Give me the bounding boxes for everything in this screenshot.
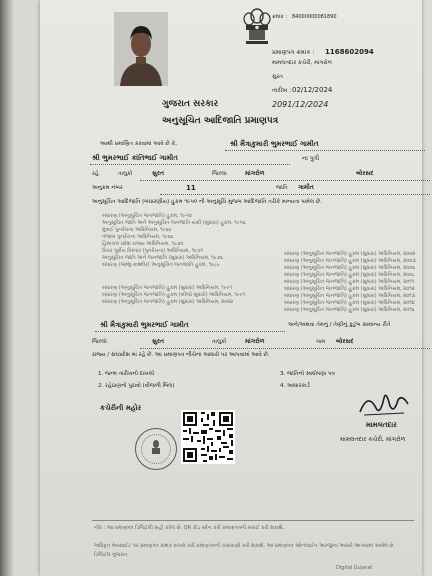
order-item: બંધારણ (અનુસૂચિત જનજાતિ) હુકમ (સુધારા) અધિનિયમ, ૨૦૧૨ bbox=[284, 286, 415, 292]
res-district-value: સુરત bbox=[152, 338, 164, 345]
qr-code[interactable] bbox=[181, 410, 235, 464]
order-item: બંધારણ (અનુસૂચિત જનજાતિ) હુકમ (સુધારા) અધિનિયમ, ૨૦૦૨ bbox=[284, 251, 416, 257]
cert-no-value: 1168602094 bbox=[325, 48, 374, 56]
caste-value: ગામીત bbox=[298, 184, 314, 191]
doc-item-3: 3. જાતિનો સ્વઘોષણા પત્ર bbox=[280, 371, 335, 377]
doc-item-4: 4. આધારકાર્ડ bbox=[280, 383, 310, 389]
order-item: બંધારણ (અનુસૂચિત જનજાતિ) હુકમ (સુધારા) અધિનિયમ, ૨૦૦૩ bbox=[284, 258, 416, 264]
certificate-sheet bbox=[40, 0, 422, 576]
serial-label: ક્રમાંક : bbox=[272, 14, 288, 20]
applicant-photo bbox=[114, 12, 168, 86]
entry-number: 11 bbox=[186, 184, 196, 192]
residence-name: શ્રી મૈત્રાકુમારી ભુમરભાઈ ગામીત bbox=[100, 321, 189, 329]
handwritten-date: 2091/12/2024 bbox=[272, 100, 329, 109]
order-item: બંધારણ (અનુસૂચિત જનજાતિ) હુકમ (સુધારા) અધિનિયમ, ૧૯૯૧ bbox=[102, 285, 233, 291]
order-item: બંધારણ (અનુસૂચિત જનજાતિ) હુકમ (બીજો સુધારો) અધિનિયમ, ૧૯૯૧ bbox=[102, 292, 246, 298]
taluka-label: તાલુકો bbox=[118, 171, 133, 177]
district-value: માંગરોળ bbox=[245, 170, 265, 177]
caste-label: જાતિ bbox=[276, 185, 288, 191]
footer-divider bbox=[92, 520, 414, 521]
government-title: ગુજરાત સરકાર bbox=[162, 99, 219, 109]
state-emblem bbox=[240, 6, 274, 48]
order-item: બંધારણ (અનુસૂચિત જનજાતિ) હુકમ (સુધારા) અધિનિયમ, ૨૦૦૮ bbox=[284, 272, 415, 278]
res-village-label: ગામ bbox=[316, 339, 326, 345]
date-value: 02/12/2024 bbox=[292, 86, 333, 94]
order-item: અનુસૂચિત જાતિ અને અનુસૂચિત જનજાતિ યાદી (સુધારા) હુકમ, ૧૯૫૬ bbox=[102, 220, 246, 226]
footer-brand: Digital Gujarat bbox=[336, 565, 373, 571]
order-item: ઉત્તર પૂર્વીય વિસ્તાર (પુનર્રચના) અધિનિયમ, ૧૯૭૧ bbox=[102, 248, 204, 254]
village-value: બોરસદ bbox=[356, 170, 374, 177]
certificate-title: અનુસૂચિત આદિજાતિ પ્રમાણપત્ર bbox=[162, 116, 279, 126]
order-item: પંજાબ પુનર્રચના અધિનિયમ, ૧૯૬૬ bbox=[102, 234, 174, 240]
order-item: બંધારણ (અનુસૂચિત જનજાતિ) હુકમ (સુધારા) અધિનિયમ, ૨૦૨૨ bbox=[102, 299, 234, 305]
order-item: બંધારણ (અનુસૂચિત જનજાતિ) હુકમ (સુધારા) અધિનિયમ, ૨૦૧૧ bbox=[284, 279, 415, 285]
note-1: નોંધ : આ પ્રમાણપત્ર ડિજિટલી સહી કરેલ છે. QR કોડ સ્કેન કરી પ્રમાણપત્રની ખરાઈ કરી શકાશે. bbox=[94, 525, 285, 531]
date-label: તારીખ : bbox=[272, 87, 292, 94]
res-village-value: બોરસદ bbox=[336, 338, 354, 345]
signature-mark bbox=[358, 388, 410, 422]
caste-paragraph: અનુસૂચિત આદિજાતિ (બંધારણીય) હુકમ ૧૯૫૦ ની અનુસૂચિ મુજબ આદિજાતિ તરીકે માન્યતા પામેલ છે. bbox=[92, 199, 322, 205]
office-line: મામલતદાર કચેરી, માંગરોળ bbox=[272, 60, 332, 66]
district-label: જિલ્લા bbox=[212, 171, 227, 177]
taluka-value: સુરત bbox=[152, 170, 164, 177]
order-item: અનુસૂચિત જાતિ અને જનજાતિ (સુધારા) અધિનિયમ, ૧૯૭૬ bbox=[102, 255, 223, 261]
order-item: બંધારણ (જમ્મુ-કાશ્મીર) અનુસૂચિત જનજાતિ હુકમ, ૧૯૮૯ bbox=[102, 262, 220, 268]
order-item: હિમાચલ પ્રદેશ રાજ્ય અધિનિયમ, ૧૯૭૦ bbox=[102, 241, 184, 247]
order-item: મુંબઈ પુનર્રચના અધિનિયમ, ૧૯૬૦ bbox=[102, 227, 172, 233]
serial-value: 84000000081890 bbox=[292, 14, 337, 20]
res-district-label: જિલ્લો bbox=[92, 339, 107, 345]
father-name: શ્રી ભુમરભાઈ કાંતિભાઈ ગામીત bbox=[92, 154, 178, 162]
residence-line: રાજ્ય / સંઘપ્રદેશ માં રહે છે. આ પ્રમાણપત્ર નીચેના આધારો પર આપવામાં આવે છે. bbox=[92, 352, 270, 358]
doc-item-2: 2. રહેઠાણનો પુરાવો (વીજળી બિલ) bbox=[98, 383, 175, 389]
order-item: બંધારણ (અનુસૂચિત જનજાતિ) હુકમ (સુધારા) અધિનિયમ, ૨૦૦૬ bbox=[284, 265, 416, 271]
entry-label: અનુક્રમ નંબર bbox=[92, 185, 123, 191]
residence-right-text: અને/અથવા તેમનું / તેણીનું કુટુંબ સામાન્ય રીતે bbox=[288, 322, 391, 328]
res-taluka-value: માંગરોળ bbox=[245, 338, 265, 345]
cert-no-label: પ્રમાણપત્ર ક્રમાંક : bbox=[272, 49, 315, 56]
note-3: ડિજિટલ ગુજરાત bbox=[94, 552, 128, 558]
order-item: બંધારણ (અનુસૂચિત જનજાતિ) હુકમ, ૧૯૫૦ bbox=[102, 213, 192, 219]
order-item: બંધારણ (અનુસૂચિત જનજાતિ) હુકમ (સુધારા) અધિનિયમ, ૨૦૧૪ bbox=[284, 300, 415, 306]
signatory-title: મામલતદાર bbox=[366, 421, 397, 429]
emblem-seal-icon bbox=[150, 440, 162, 460]
office-seal-label: કચેરીની મહોર bbox=[100, 404, 142, 412]
order-item: બંધારણ (અનુસૂચિત જનજાતિ) હુકમ (સુધારા) અધિનિયમ, ૨૦૧૬ bbox=[284, 307, 415, 313]
village-label: રહે. bbox=[92, 171, 101, 177]
relation-text: ના પુત્રી bbox=[302, 155, 320, 162]
signatory-office: મામલતદાર કચેરી, માંગરોળ bbox=[340, 436, 406, 443]
applicant-name: શ્રી મૈત્રાકુમારી ભુમરભાઈ ગામીત bbox=[230, 140, 319, 148]
district-line: સુરત bbox=[272, 74, 283, 80]
doc-item-1: 1. જન્મ તારીખનો દાખલો bbox=[98, 371, 155, 377]
intro-text: આથી પ્રમાણિત કરવામાં આવે છે કે, bbox=[100, 141, 178, 147]
order-item: બંધારણ (અનુસૂચિત જનજાતિ) હુકમ (સુધારા) અધિનિયમ, ૨૦૧૩ bbox=[284, 293, 416, 299]
res-taluka-label: તાલુકો bbox=[212, 339, 227, 345]
note-2: અધિકૃત વેબસાઈટ પર પ્રમાણપત્ર ક્રમાંક દાખલ કરી પ્રમાણપત્રની ચકાસણી કરી શકાશે. આ પ્રમાણપત્ર ઓનલાઈન અરજીના આધારે આપવામાં આવેલ છે. bbox=[94, 543, 395, 549]
